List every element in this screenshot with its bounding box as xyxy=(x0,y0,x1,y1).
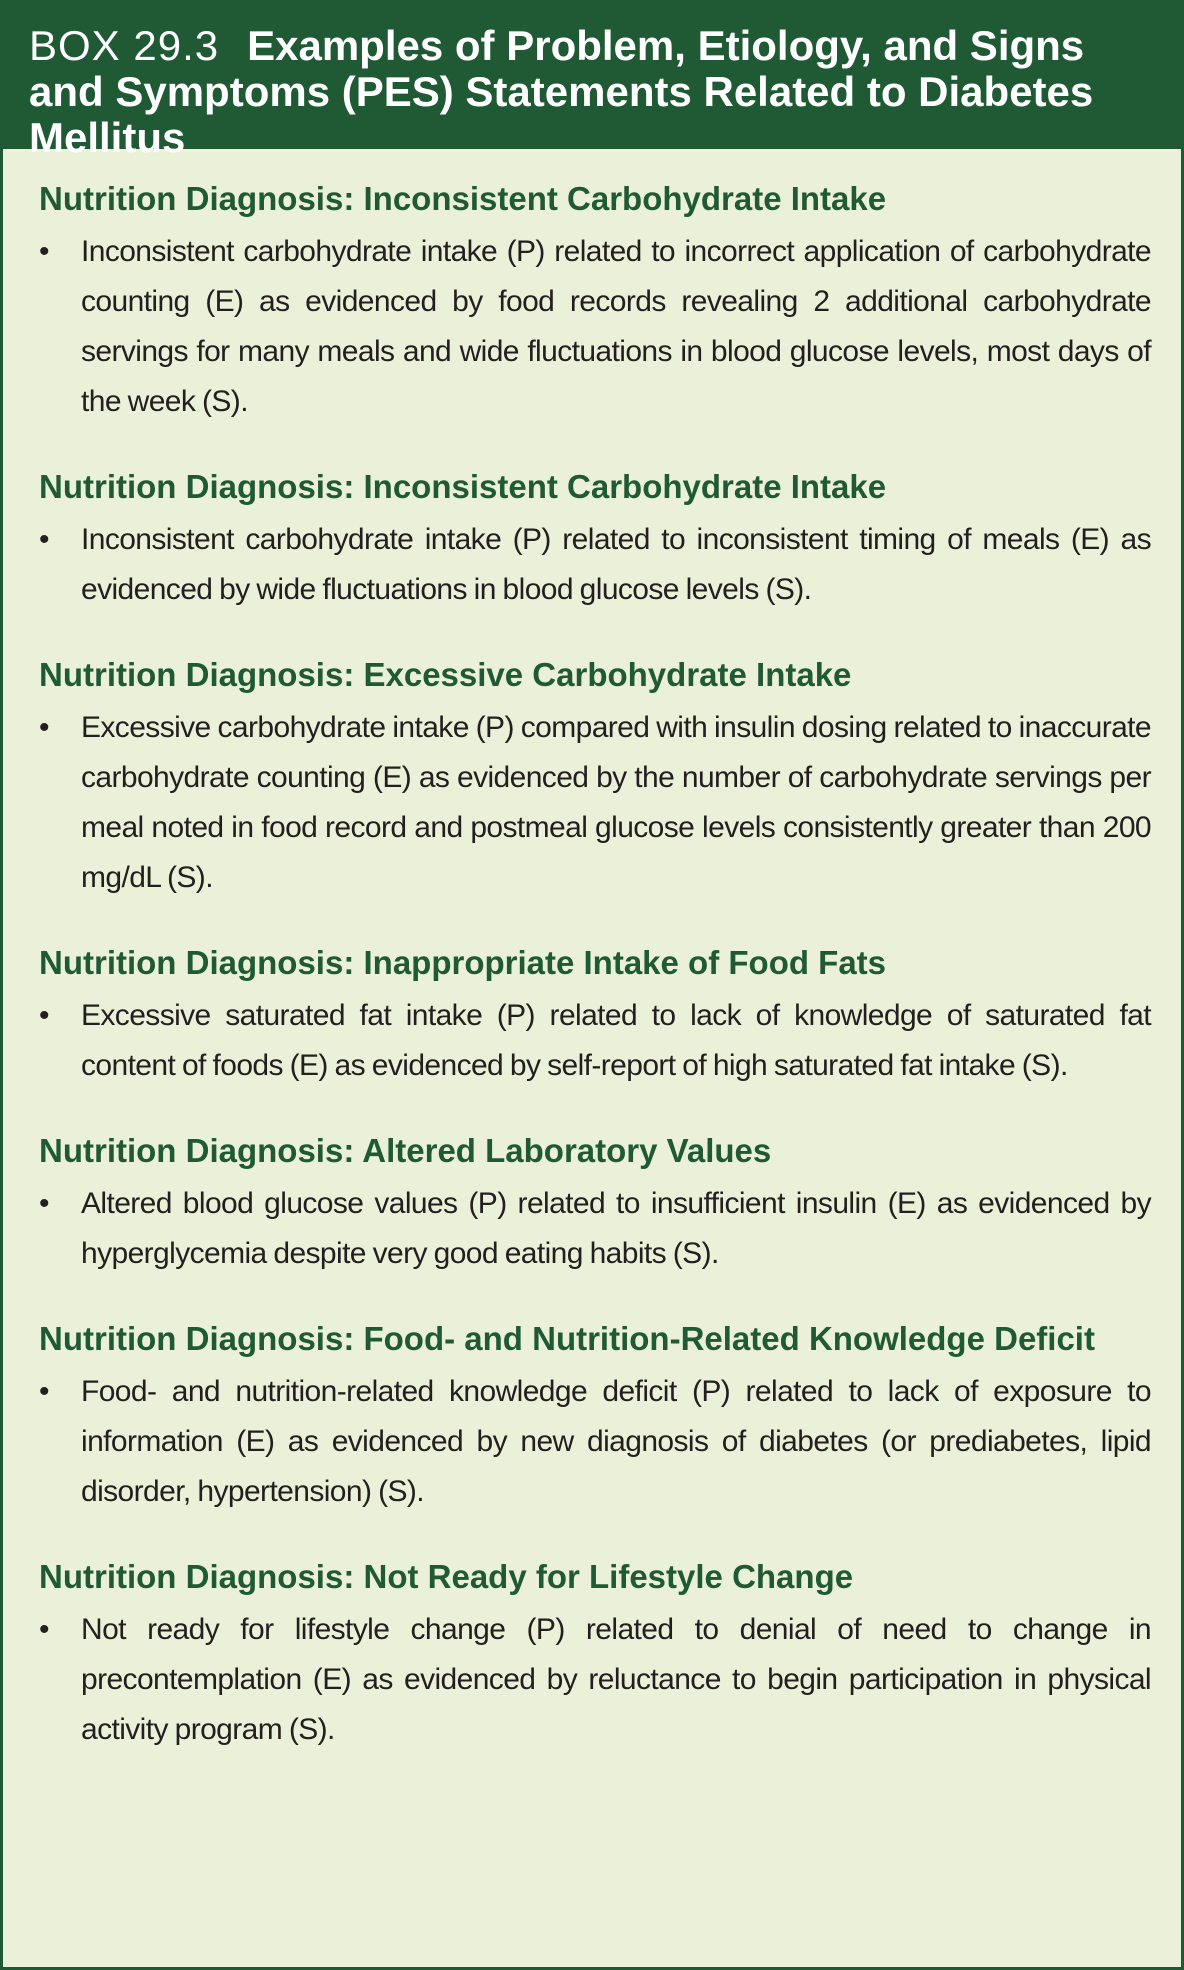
diagnosis-section xyxy=(39,1317,1151,1517)
diagnosis-heading: Nutrition Diagnosis: Altered Laboratory Values xyxy=(39,1132,772,1169)
box-title: Examples of Problem, Etiology, and Signs and Symptoms (PES) Statements Related to Diabetes Mellitus xyxy=(29,22,1094,161)
pes-statement xyxy=(39,703,1151,903)
pes-statement xyxy=(39,1179,1151,1279)
diagnosis-heading: Nutrition Diagnosis: Inconsistent Carbohydrate Intake xyxy=(39,180,887,217)
diagnosis-section xyxy=(39,941,1151,1091)
bullet-icon: • xyxy=(39,1613,50,1646)
bullet-icon: • xyxy=(39,235,50,268)
pes-statement xyxy=(39,991,1151,1091)
bullet-icon: • xyxy=(39,1375,50,1408)
bullet-icon: • xyxy=(39,523,50,556)
pes-statement xyxy=(39,1367,1151,1517)
bullet-icon: • xyxy=(39,999,50,1032)
pes-statement-text: Altered blood glucose values (P) related to insufficient insulin (E) as evidenced by hyperglycemia despite very good eating habits (S). xyxy=(81,1187,1151,1270)
pes-statement-text: Not ready for lifestyle change (P) related to denial of need to change in precontemplation (E) as evidenced by reluctance to begin participation in physical activity program (S). xyxy=(81,1613,1151,1746)
diagnosis-section xyxy=(39,465,1151,615)
diagnosis-section xyxy=(39,653,1151,903)
pes-statement-text: Inconsistent carbohydrate intake (P) related to inconsistent timing of meals (E) as evidenced by wide fluctuations in blood glucose levels (S). xyxy=(81,523,1151,606)
diagnosis-section xyxy=(39,1129,1151,1279)
diagnosis-heading: Nutrition Diagnosis: Inappropriate Intake of Food Fats xyxy=(39,944,887,981)
bullet-icon: • xyxy=(39,1187,50,1220)
diagnosis-heading: Nutrition Diagnosis: Food- and Nutrition-Related Knowledge Deficit xyxy=(39,1320,1095,1357)
box-header xyxy=(3,3,1181,161)
pes-statement xyxy=(39,1605,1151,1755)
pes-statement-text: Food- and nutrition-related knowledge deficit (P) related to lack of exposure to information (E) as evidenced by new diagnosis of diabetes (or prediabetes, lipid disorder, hypertension) (S). xyxy=(81,1375,1151,1508)
box-content xyxy=(3,149,1181,1755)
pes-statement xyxy=(39,515,1151,615)
pes-statement-text: Excessive carbohydrate intake (P) compared with insulin dosing related to inaccurate carbohydrate counting (E) as evidenced by the number of carbohydrate servings per meal noted in food record and postmeal glucose levels consistently greater than 200 mg/dL (S). xyxy=(81,711,1151,894)
pes-statement-text: Inconsistent carbohydrate intake (P) related to incorrect application of carbohydrate counting (E) as evidenced by food records revealing 2 additional carbohydrate servings for many meals and wide fluctuations in blood glucose levels, most days of the week (S). xyxy=(81,235,1151,418)
box-label: BOX 29.3 xyxy=(29,22,220,69)
diagnosis-heading: Nutrition Diagnosis: Excessive Carbohydrate Intake xyxy=(39,656,852,693)
pes-statement-text: Excessive saturated fat intake (P) related to lack of knowledge of saturated fat content of foods (E) as evidenced by self-report of high saturated fat intake (S). xyxy=(81,999,1151,1082)
diagnosis-heading: Nutrition Diagnosis: Not Ready for Lifestyle Change xyxy=(39,1558,854,1595)
diagnosis-section xyxy=(39,177,1151,427)
diagnosis-section xyxy=(39,1555,1151,1755)
pes-statement xyxy=(39,227,1151,427)
bullet-icon: • xyxy=(39,711,50,744)
box-heading xyxy=(29,23,1155,161)
diagnosis-heading: Nutrition Diagnosis: Inconsistent Carbohydrate Intake xyxy=(39,468,887,505)
